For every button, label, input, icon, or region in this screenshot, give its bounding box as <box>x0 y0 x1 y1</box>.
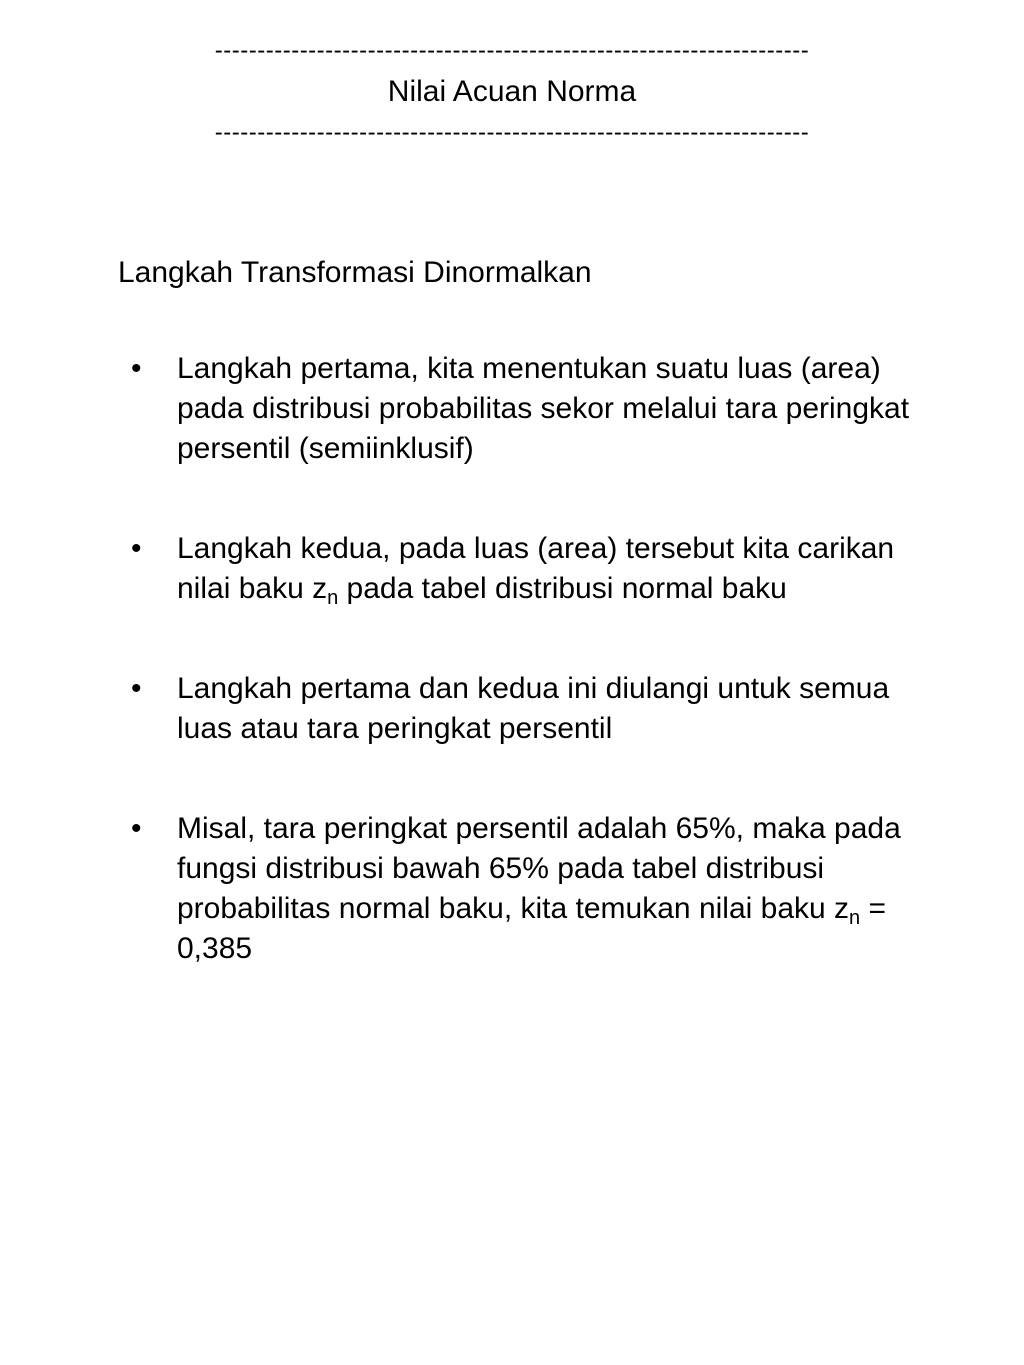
subscript: n <box>849 907 861 929</box>
bullet-marker: • <box>131 352 142 385</box>
bullet-text-continued: = 0,385 <box>177 892 887 965</box>
bullet-item <box>0 529 917 609</box>
top-dashed-rule: ---------------------------------------------------------------------- <box>214 37 810 64</box>
bullet-marker: • <box>131 532 142 565</box>
bullet-text-continued: pada tabel distribusi normal baku <box>338 572 787 605</box>
bullet-marker: • <box>131 672 142 705</box>
bullet-item <box>0 809 917 969</box>
bottom-dashed-rule: ---------------------------------------------------------------------- <box>214 119 810 146</box>
bullet-marker: • <box>131 812 142 845</box>
section-subtitle: Langkah Transformasi Dinormalkan <box>118 256 592 289</box>
bullet-list <box>0 349 1024 1029</box>
subscript: n <box>327 587 339 609</box>
bullet-text: Langkah pertama, kita menentukan suatu luas (area) pada distribusi probabilitas sekor melalui tara peringkat persentil (semiinklusif) <box>177 352 910 465</box>
page-title: Nilai Acuan Norma <box>387 75 637 108</box>
bullet-text: Misal, tara peringkat persentil adalah 65%, maka pada fungsi distribusi bawah 65% pada tabel distribusi probabilitas normal baku, kita temukan nilai baku z <box>177 812 901 925</box>
bullet-text: Langkah pertama dan kedua ini diulangi untuk semua luas atau tara peringkat persentil <box>177 672 890 745</box>
bullet-item <box>0 349 917 469</box>
bullet-item <box>0 669 917 749</box>
bullet-text: Langkah kedua, pada luas (area) tersebut kita carikan nilai baku z <box>177 532 895 605</box>
